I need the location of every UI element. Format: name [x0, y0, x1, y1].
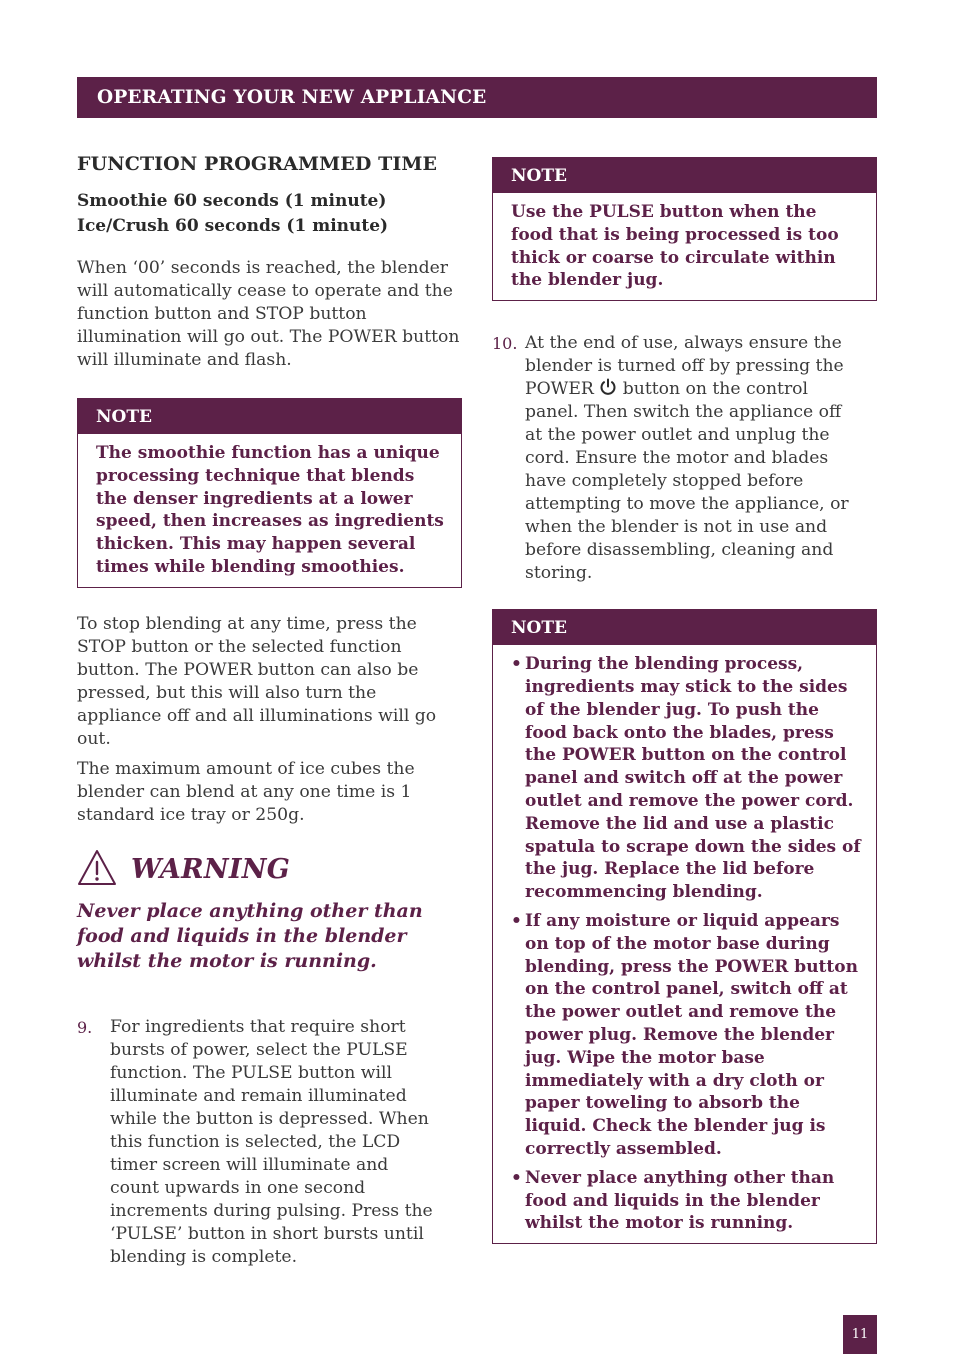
list-item [511, 1167, 862, 1235]
left-column [77, 153, 462, 1269]
bullet: • [511, 654, 522, 675]
list-item [511, 653, 862, 904]
section-header: OPERATING YOUR NEW APPLIANCE [77, 77, 877, 118]
step-number: 9. [77, 1017, 93, 1037]
page-number: 11 [843, 1315, 877, 1354]
note-text: Use the PULSE button when the food that is being processed is too thick or coarse to circulate within the blender jug. [511, 202, 839, 291]
note-heading: NOTE [78, 399, 461, 434]
list-item [511, 910, 862, 1161]
bullet: • [511, 910, 522, 931]
note-text: The smoothie function has a unique processing technique that blends the denser ingredients at a lower speed, then increases as ingredients thicken. This may happen several times while blending smoothies. [96, 443, 444, 577]
pulse-note-box [492, 157, 877, 301]
step-text [525, 332, 850, 585]
list-item-text: During the blending process, ingredients may stick to the sides of the blender jug. To push the food back onto the blades, press the POWER button on the control panel and switch off at the power outlet and remove the power cord. Remove the lid and use a plastic spatula to scrape down the sides of the jug. Replace the lid before recommencing blending. [525, 654, 861, 903]
note-list [493, 645, 876, 1243]
ice-crush-time: Ice/Crush 60 seconds (1 minute) [77, 216, 389, 236]
section-title: FUNCTION PROGRAMMED TIME [77, 153, 438, 175]
list-item-text: Never place anything other than food and liquids in the blender whilst the motor is running. [525, 1167, 835, 1234]
warning-text: Never place anything other than food and liquids in the blender whilst the motor is running. [77, 899, 423, 972]
warning-block [77, 849, 462, 974]
step-number: 10. [492, 334, 518, 354]
blending-tips-note-box [492, 609, 877, 1244]
power-icon [599, 379, 617, 399]
smoothie-note-box [77, 398, 462, 588]
ice-capacity-paragraph: The maximum amount of ice cubes the blender can blend at any one time is 1 standard ice tray or 250g. [77, 758, 415, 825]
step-9 [77, 1016, 462, 1269]
step-text-before-icon: At the end of use, always ensure the blender is turned off by pressing the POWER [525, 333, 844, 400]
warning-triangle-icon [77, 849, 117, 891]
step-text-after-icon: button on the control panel. Then switch the appliance off at the power outlet and unplug the cord. Ensure the motor and blades have completely stopped before attempting to move the appliance, or when the blender is not in use and before disassembling, cleaning and storing. [525, 379, 849, 584]
bullet: • [511, 1167, 522, 1188]
stop-blending-paragraph: To stop blending at any time, press the STOP button or the selected function button. The POWER button can also be pressed, but this will also turn the appliance off and all illuminations will go out. [77, 613, 437, 749]
step-10 [492, 332, 877, 585]
smoothie-time: Smoothie 60 seconds (1 minute) [77, 191, 387, 211]
note-heading: NOTE [493, 158, 876, 193]
list-item-text: If any moisture or liquid appears on top of the motor base during blending, press the POWER button on the control panel, switch off at the power outlet and remove the power plug. Remove the blender jug. Wipe the motor base immediately with a dry cloth or paper toweling to absorb the liquid. Check the blender jug is correctly assembled. [525, 910, 858, 1159]
step-text: For ingredients that require short bursts of power, select the PULSE function. The PULSE button will illuminate and remain illuminated while the button is depressed. When this function is selected, the LCD timer screen will illuminate and count upwards in one second increments during pulsing. Press the ‘PULSE’ button in short bursts until blending is complete. [110, 1016, 433, 1267]
right-column [492, 157, 877, 1244]
auto-stop-paragraph: When ‘00’ seconds is reached, the blender will automatically cease to operate and the function button and STOP button illumination will go out. The POWER button will illuminate and flash. [77, 258, 460, 370]
note-heading: NOTE [493, 610, 876, 645]
warning-title: WARNING [131, 854, 291, 886]
